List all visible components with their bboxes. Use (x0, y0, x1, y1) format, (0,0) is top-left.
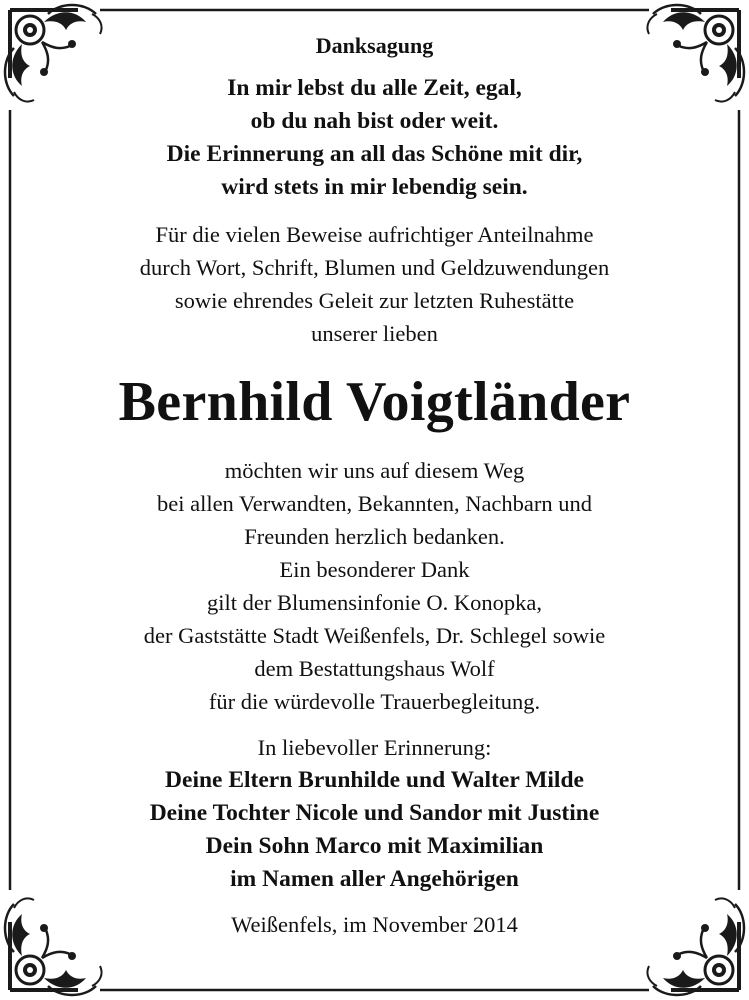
place-date: Weißenfels, im November 2014 (231, 912, 518, 937)
thanks-intro (30, 218, 719, 350)
thanks-body-line: für die würdevolle Trauerbegleitung. (208, 689, 541, 714)
thanks-body (30, 454, 719, 718)
thanks-body-line: Freunden herzlich bedanken. (244, 524, 505, 549)
poem-line: ob du nah bist oder weit. (250, 108, 499, 134)
family-line: Deine Tochter Nicole und Sandor mit Justine (149, 800, 600, 826)
thanks-line: sowie ehrendes Geleit zur letzten Ruhestätte (174, 288, 575, 313)
memory-block (30, 731, 719, 896)
notice-text (30, 0, 719, 941)
memory-line: In liebevoller Erinnerung: (257, 735, 492, 760)
poem-line: Die Erinnerung an all das Schöne mit dir, (166, 141, 583, 167)
poem-line: wird stets in mir lebendig sein. (221, 174, 528, 200)
thanks-line: durch Wort, Schrift, Blumen und Geldzuwendungen (139, 255, 610, 280)
thanks-body-line: möchten wir uns auf diesem Weg (224, 458, 525, 483)
thanks-body-line: dem Bestattungshaus Wolf (254, 656, 495, 681)
family-line: Deine Eltern Brunhilde und Walter Milde (165, 767, 584, 793)
thanks-body-line: Ein besonderer Dank (279, 557, 470, 582)
family-line: im Namen aller Angehörigen (230, 866, 519, 892)
poem-line: In mir lebst du alle Zeit, egal, (227, 75, 522, 101)
thanks-body-line: bei allen Verwandten, Bekannten, Nachbarn und (156, 491, 593, 516)
thanks-line: unserer lieben (311, 321, 438, 346)
thanks-body-line: gilt der Blumensinfonie O. Konopka, (207, 590, 542, 615)
notice-heading: Danksagung (315, 33, 434, 58)
thanks-line: Für die vielen Beweise aufrichtiger Anteilnahme (155, 222, 594, 247)
thanks-body-line: der Gaststätte Stadt Weißenfels, Dr. Schlegel sowie (143, 623, 606, 648)
family-line: Dein Sohn Marco mit Maximilian (205, 833, 544, 859)
deceased-name: Bernhild Voigtländer (118, 371, 631, 433)
poem-block (30, 72, 719, 204)
